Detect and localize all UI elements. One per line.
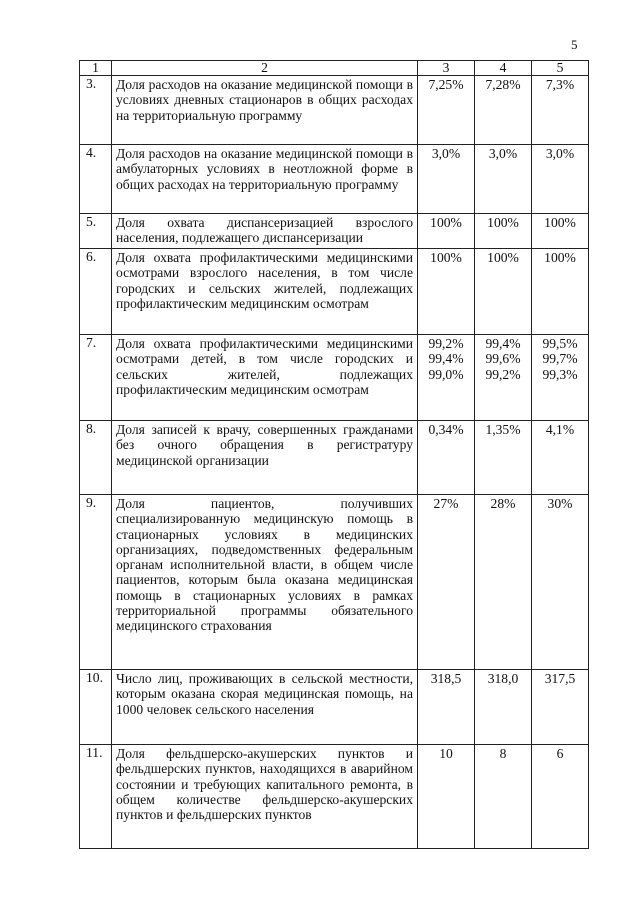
value: 318,0 [487, 671, 519, 686]
value-rural: 99,0% [428, 366, 464, 382]
value: 6 [556, 746, 564, 761]
value-col-3 [418, 249, 475, 335]
value: 8 [499, 746, 507, 761]
value-col-3 [418, 495, 475, 670]
value: 0,34% [428, 422, 464, 437]
value-rural: 99,2% [485, 366, 521, 382]
value-col-5 [532, 670, 589, 745]
value-col-5 [532, 214, 589, 249]
header-col-4: 4 [475, 61, 532, 76]
header-col-1: 1 [80, 61, 112, 76]
indicator-description: Доля записей к врачу, совершенных гражданами без очного обращения в регистратуру медицинской организации [112, 421, 418, 495]
value-col-5 [532, 335, 589, 421]
value-col-5 [532, 421, 589, 495]
value-col-5 [532, 76, 589, 145]
indicator-description: Число лиц, проживающих в сельской местности, которым оказана скорая медицинская помощь, на 1000 человек сельского населения [112, 670, 418, 745]
row-number: 4. [80, 145, 112, 214]
table-row [80, 249, 589, 335]
value-col-5 [532, 249, 589, 335]
indicator-description: Доля пациентов, получивших специализированную медицинскую помощь в стационарных условиях в медицинских организациях, подведомственных федеральным органам исполнительной власти, в общем числе пациентов, которым была оказана медицинская помощь в стационарных условиях в рамках территориальной программы обязательного медицинского страхования [112, 495, 418, 670]
value: 318,5 [430, 671, 462, 686]
value-col-3 [418, 145, 475, 214]
table-row [80, 214, 589, 249]
value-col-4 [475, 249, 532, 335]
value: 7,3% [545, 77, 575, 92]
value: 27% [433, 496, 459, 511]
row-number: 11. [80, 745, 112, 849]
row-number: 10. [80, 670, 112, 745]
value: 7,25% [428, 77, 464, 92]
value: 3,0% [488, 146, 518, 161]
table-row [80, 335, 589, 421]
value-urban: 99,6% [485, 351, 521, 367]
value-col-3 [418, 214, 475, 249]
table-header-row [80, 61, 589, 76]
value: 1,35% [485, 422, 521, 437]
value-col-5 [532, 145, 589, 214]
page-number: 5 [571, 37, 578, 52]
value-urban-rural: 99,5% [542, 336, 578, 351]
value-col-4 [475, 214, 532, 249]
indicator-description: Доля расходов на оказание медицинской помощи в амбулаторных условиях в неотложной форме в общих расходах на территориальную программу [112, 145, 418, 214]
value-col-4 [475, 76, 532, 145]
value: 100% [487, 250, 519, 265]
row-number: 6. [80, 249, 112, 335]
value-urban-rural: 99,2% [428, 336, 464, 351]
value: 100% [430, 250, 462, 265]
value-col-3 [418, 745, 475, 849]
header-col-2: 2 [112, 61, 418, 76]
value: 28% [490, 496, 516, 511]
table-row [80, 745, 589, 849]
indicator-description: Доля расходов на оказание медицинской помощи в условиях дневных стационаров в общих расходах на территориальную программу [112, 76, 418, 145]
value: 317,5 [544, 671, 576, 686]
header-col-3: 3 [418, 61, 475, 76]
value-col-4 [475, 670, 532, 745]
row-number: 8. [80, 421, 112, 495]
table-row [80, 670, 589, 745]
value: 3,0% [431, 146, 461, 161]
row-number: 9. [80, 495, 112, 670]
row-number: 7. [80, 335, 112, 421]
value: 100% [487, 215, 519, 230]
value: 100% [544, 215, 576, 230]
value: 100% [544, 250, 576, 265]
row-number: 5. [80, 214, 112, 249]
value-col-3 [418, 76, 475, 145]
value: 3,0% [545, 146, 575, 161]
value-col-3 [418, 335, 475, 421]
value-urban: 99,7% [542, 351, 578, 367]
value-col-5 [532, 745, 589, 849]
row-number: 3. [80, 76, 112, 145]
table-row [80, 76, 589, 145]
indicator-description: Доля охвата диспансеризацией взрослого населения, подлежащего диспансеризации [112, 214, 418, 249]
table-row [80, 495, 589, 670]
value-col-5 [532, 495, 589, 670]
value: 100% [430, 215, 462, 230]
indicator-description: Доля охвата профилактическими медицинскими осмотрами взрослого населения, в том числе городских и сельских жителей, подлежащих профилактическим медицинским осмотрам [112, 249, 418, 335]
value-rural: 99,3% [542, 366, 578, 382]
value: 10 [439, 746, 453, 761]
value-col-4 [475, 145, 532, 214]
header-col-5: 5 [532, 61, 589, 76]
indicator-description: Доля охвата профилактическими медицинскими осмотрами детей, в том числе городских и сельских жителей, подлежащих профилактическим медицинским осмотрам [112, 335, 418, 421]
table-row [80, 145, 589, 214]
indicator-description: Доля фельдшерско-акушерских пунктов и фельдшерских пунктов, находящихся в аварийном состоянии и требующих капитального ремонта, в общем количестве фельдшерско-акушерских пунктов и фельдшерских пунктов [112, 745, 418, 849]
value-col-3 [418, 421, 475, 495]
value: 4,1% [545, 422, 575, 437]
indicators-table [79, 60, 589, 849]
value-col-4 [475, 745, 532, 849]
value-col-3 [418, 670, 475, 745]
value-col-4 [475, 421, 532, 495]
value: 7,28% [485, 77, 521, 92]
value-col-4 [475, 495, 532, 670]
value-col-4 [475, 335, 532, 421]
table-row [80, 421, 589, 495]
value-urban: 99,4% [428, 351, 464, 367]
value: 30% [547, 496, 573, 511]
value-urban-rural: 99,4% [485, 336, 521, 351]
